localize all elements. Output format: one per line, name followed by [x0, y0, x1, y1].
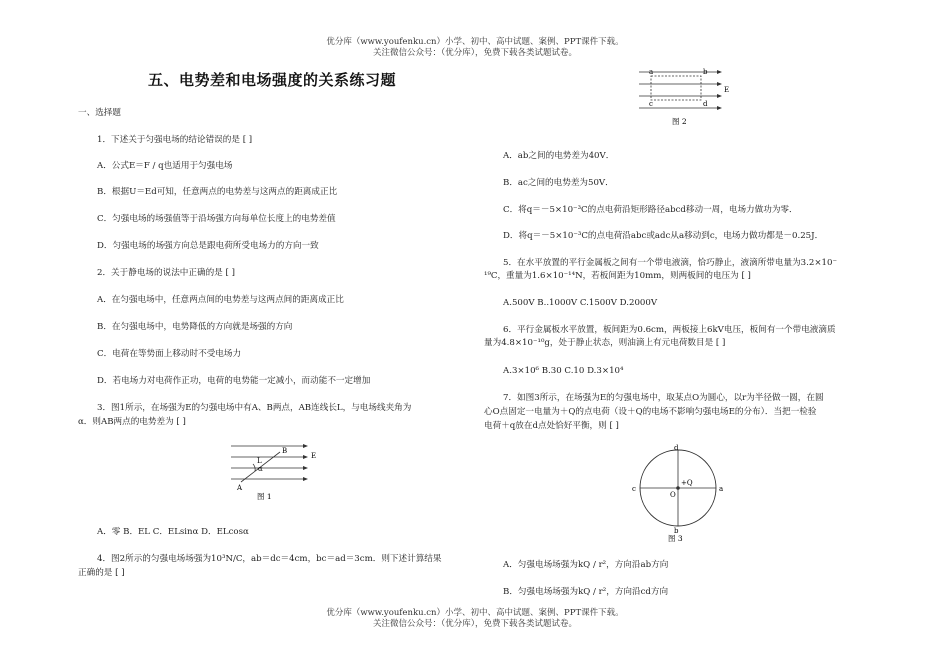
q1-option-c: C．匀强电场的场强值等于沿场强方向每单位长度上的电势差值 — [97, 214, 336, 224]
q1-stem: 1．下述关于匀强电场的结论错误的是 [ ] — [97, 135, 253, 145]
figure-3-d-label: d — [674, 444, 679, 452]
figure-2-e-label: E — [724, 86, 730, 94]
q4-option-c: C．将q＝－5×10⁻³C的点电荷沿矩形路径abcd移动一周，电场力做功为零． — [503, 205, 798, 215]
q7-option-a: A．匀强电场场强为kQ / r²，方向沿ab方向 — [503, 560, 669, 570]
section-heading: 一、选择题 — [78, 108, 121, 118]
figure-2 — [635, 62, 735, 130]
q5-answer-options: A.500V B..1000V C.1500V D.2000V — [503, 298, 658, 308]
q4-option-b: B．ac之间的电势差为50V． — [503, 178, 614, 188]
q2-option-c: C．电荷在等势面上移动时不受电场力 — [97, 349, 242, 359]
q7-option-b: B．匀强电场场强为kQ / r²，方向沿cd方向 — [503, 587, 669, 597]
q7-stem-line3: 电荷＋q放在d点处恰好平衡，则 [ ] — [484, 421, 619, 431]
q7-stem-line2: 心O点固定一电量为＋Q的点电荷（设＋Q的电场不影响匀强电场E的分布）．当把一检验 — [484, 407, 817, 417]
figure-3-a-label: a — [719, 485, 724, 493]
page-header-line2: 关注微信公众号：（优分库），免费下载各类试题试卷。 — [372, 48, 577, 58]
figure-1-b-label: B — [282, 447, 288, 455]
page-title: 五、电势差和电场强度的关系练习题 — [148, 71, 397, 89]
q2-option-a: A．在匀强电场中，任意两点间的电势差与这两点间的距离成正比 — [97, 295, 344, 305]
figure-3-o-label: O — [670, 491, 676, 499]
figure-1-alpha-label: α — [258, 465, 263, 473]
figure-3 — [630, 443, 730, 543]
figure-1-caption: 图 1 — [257, 492, 272, 501]
q4-option-a: A．ab之间的电势差为40V． — [503, 151, 615, 161]
q5-stem-line1: 5．在水平放置的平行金属板之间有一个带电液滴，恰巧静止，液滴所带电量为3.2×10⁻ — [503, 258, 837, 268]
page-header-line1: 优分库（www.youfenku.cn）小学、初中、高中试题、案例、PPT课件下载。 — [326, 37, 624, 47]
q4-stem-line1: 4．图2所示的匀强电场场强为10³N/C，ab＝dc＝4cm，bc＝ad＝3cm．则下述计算结果 — [97, 554, 442, 564]
q2-option-d: D．若电场力对电荷作正功，电荷的电势能一定减小，而动能不一定增加 — [97, 376, 371, 386]
q1-option-a: A．公式E＝F / q也适用于匀强电场 — [97, 161, 233, 171]
page-footer-line2: 关注微信公众号：（优分库），免费下载各类试题试卷。 — [372, 619, 577, 629]
q3-stem-line1: 3．图1所示，在场强为E的匀强电场中有A、B两点，AB连线长L，与电场线夹角为 — [97, 403, 412, 413]
q2-option-b: B．在匀强电场中，电势降低的方向就是场强的方向 — [97, 322, 293, 332]
figure-1-e-label: E — [311, 452, 317, 460]
figure-2-d-label: d — [703, 100, 708, 108]
figure-1 — [225, 440, 325, 502]
q7-stem-line1: 7．如图3所示，在场强为E的匀强电场中，取某点O为圆心，以r为半径做一圆，在圆 — [503, 393, 824, 403]
figure-3-q-label: +Q — [681, 479, 693, 487]
figure-3-caption: 图 3 — [668, 534, 683, 543]
q6-stem-line2: 量为4.8×10⁻¹⁰g，处于静止状态，则油滴上有元电荷数目是 [ ] — [484, 338, 726, 348]
q6-answer-options: A.3×10⁶ B.30 C.10 D.3×10⁴ — [503, 366, 624, 376]
q1-option-d: D．匀强电场的场强方向总是跟电荷所受电场力的方向一致 — [97, 241, 319, 251]
figure-3-b-label: b — [674, 527, 679, 535]
q5-stem-line2: ¹⁹C，重量为1.6×10⁻¹⁴N，若板间距为10mm，则两板间的电压为 [ ] — [484, 271, 751, 281]
q3-stem-line2: α．则AB两点的电势差为 [ ] — [78, 417, 186, 427]
figure-2-a-label: a — [649, 68, 654, 76]
figure-2-caption: 图 2 — [672, 117, 687, 126]
page-footer-line1: 优分库（www.youfenku.cn）小学、初中、高中试题、案例、PPT课件下载。 — [326, 608, 624, 618]
figure-1-a-label: A — [237, 484, 243, 492]
q1-option-b: B．根据U＝Ed可知，任意两点的电势差与这两点的距离成正比 — [97, 187, 338, 197]
q2-stem: 2．关于静电场的说法中正确的是 [ ] — [97, 268, 235, 278]
figure-3-c-label: c — [632, 485, 636, 493]
q4-stem-line2: 正确的是 [ ] — [78, 568, 125, 578]
q4-option-d: D．将q＝－5×10⁻³C的点电荷沿abc或adc从a移动到c，电场力做功都是－0.25J． — [503, 231, 824, 241]
q6-stem-line1: 6．平行金属板水平放置，板间距为0.6cm，两板接上6kV电压，板间有一个带电液滴质 — [503, 325, 836, 335]
figure-2-b-label: b — [703, 68, 708, 76]
figure-2-c-label: c — [649, 100, 653, 108]
figure-1-l-label: L — [257, 457, 262, 465]
q3-answer-options: A．零 B．EL C．ELsinα D．ELcosα — [97, 527, 249, 537]
